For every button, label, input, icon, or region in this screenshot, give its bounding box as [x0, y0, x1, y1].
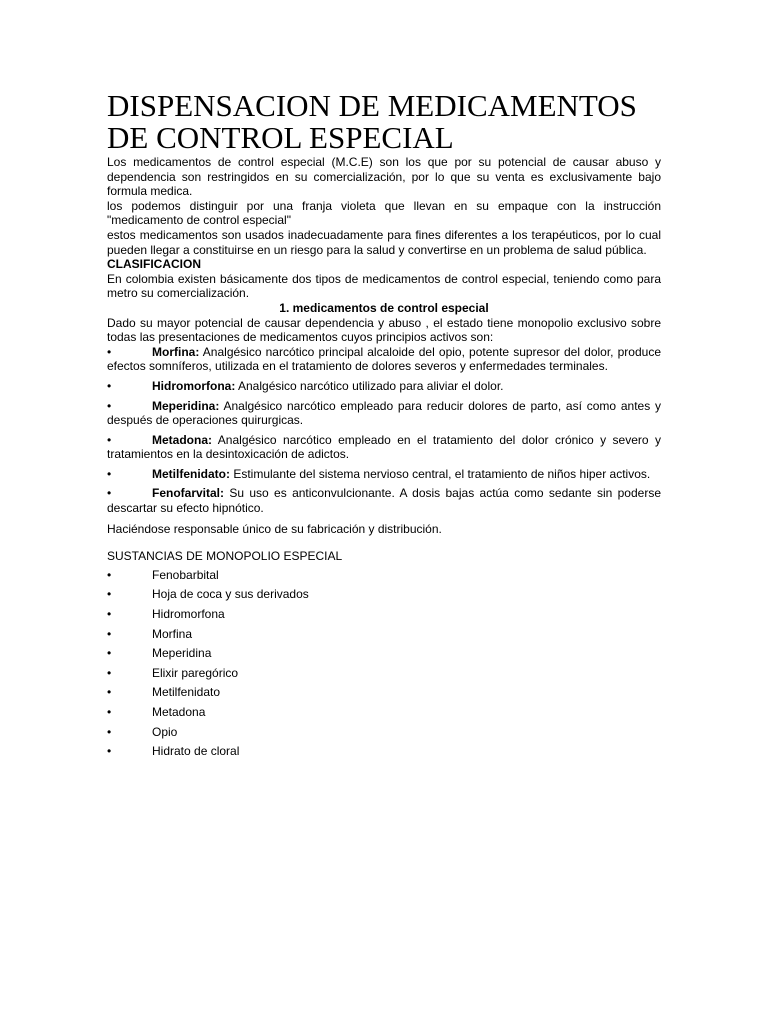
bullet-icon: •: [107, 378, 112, 393]
list-item-label: Fenobarbital: [152, 567, 219, 582]
drug-item: [107, 486, 661, 515]
bullet-icon: •: [107, 626, 112, 641]
list-item-label: Metilfenidato: [152, 685, 221, 700]
drug-name: Fenofarvital:: [152, 486, 225, 501]
list-item-label: Metadona: [152, 705, 206, 719]
drug-name: Metadona:: [152, 432, 212, 447]
intro-paragraph-2: los podemos distinguir por una franja violeta que llevan en su empaque con la instrucción "medicamento de control especial": [107, 198, 661, 228]
bullet-icon: •: [107, 665, 112, 680]
list-item-label: Meperidina: [152, 646, 212, 661]
drug-description: Analgésico narcótico principal alcaloide del opio, potente supresor del dolor, produce efectos somníferos, utilizada en el tratamiento de dolores severos y enfermedades terminales.: [107, 344, 661, 374]
closing-text: Haciéndose responsable único de su fabricación y distribución.: [107, 521, 442, 536]
list-item-label: Morfina: [152, 626, 193, 641]
section1-text: Dado su mayor potencial de causar dependencia y abuso , el estado tiene monopolio exclusivo sobre todas las presentaciones de medicamentos cuyos principios activos son:: [107, 315, 661, 345]
bullet-icon: •: [107, 607, 112, 622]
intro-paragraph-3: estos medicamentos son usados inadecuadamente para fines diferentes a los terapéuticos, por lo cual pueden llegar a constituirse en un riesgo para la salud y convertirse en un problema de salud pública.: [107, 227, 661, 257]
intro-paragraph-1: Los medicamentos de control especial (M.C.E) son los que por su potencial de causar abuso y dependencia son restringidos en su comercialización, por lo que su venta es exclusivamente bajo formula medica.: [107, 155, 661, 199]
classification-text: En colombia existen básicamente dos tipos de medicamentos de control especial, teniendo como para metro su comercialización.: [107, 271, 661, 301]
drug-description: Su uso es anticonvulcionante. A dosis bajas actúa como sedante sin poderse descartar su efecto hipnótico.: [107, 486, 661, 516]
bullet-icon: •: [107, 685, 112, 700]
drug-item: [107, 345, 661, 374]
list-item-label: Hidromorfona: [152, 607, 225, 622]
list-item: [107, 587, 661, 607]
drug-description: Analgésico narcótico empleado en el tratamiento del dolor crónico y severo y tratamientos en la desintoxicación de adictos.: [107, 432, 662, 462]
list-item: [107, 646, 661, 666]
bullet-icon: •: [107, 646, 112, 661]
list-item-label: Elixir paregórico: [152, 665, 239, 680]
list-item-label: Opio: [152, 724, 178, 739]
drug-name: Hidromorfona:: [152, 378, 236, 393]
drug-item: [107, 433, 661, 462]
bullet-icon: •: [107, 486, 112, 501]
drug-description: Analgésico narcótico empleado para reducir dolores de parto, así como antes y después de operaciones quirurgicas.: [107, 398, 661, 428]
bullet-icon: •: [107, 744, 112, 759]
bullet-icon: •: [107, 705, 112, 719]
list-item: [107, 705, 661, 725]
bullet-icon: •: [107, 432, 112, 447]
classification-heading: CLASIFICACION: [107, 257, 201, 272]
drug-name: Meperidina:: [152, 398, 220, 413]
section1-heading: 1. medicamentos de control especial: [279, 300, 489, 315]
bullet-icon: •: [107, 398, 112, 413]
drug-description: Estimulante del sistema nervioso central, el tratamiento de niños hiper activos.: [233, 466, 651, 481]
bullet-icon: •: [107, 724, 112, 739]
list-item: [107, 568, 661, 588]
list-item-label: Hidrato de cloral: [152, 744, 240, 759]
monopoly-list: [107, 568, 661, 764]
drug-description: Analgésico narcótico utilizado para aliviar el dolor.: [238, 378, 504, 393]
document-title: DISPENSACION DE MEDICAMENTOS DE CONTROL ESPECIAL: [107, 88, 637, 155]
drug-item: [107, 399, 661, 428]
drug-item: [107, 379, 661, 394]
list-item: [107, 685, 661, 705]
list-item: [107, 744, 661, 764]
bullet-icon: •: [107, 344, 112, 359]
drug-name: Metilfenidato:: [152, 466, 230, 481]
list-item: [107, 666, 661, 686]
bullet-icon: •: [107, 567, 112, 582]
drug-name: Morfina:: [152, 344, 200, 359]
list-item-label: Hoja de coca y sus derivados: [152, 587, 309, 602]
list-item: [107, 607, 661, 627]
document-body: [107, 155, 661, 764]
list-item: [107, 725, 661, 745]
monopoly-heading: SUSTANCIAS DE MONOPOLIO ESPECIAL: [107, 549, 343, 564]
bullet-icon: •: [107, 587, 112, 602]
list-item: [107, 627, 661, 647]
bullet-icon: •: [107, 466, 112, 481]
drug-item: [107, 467, 661, 482]
